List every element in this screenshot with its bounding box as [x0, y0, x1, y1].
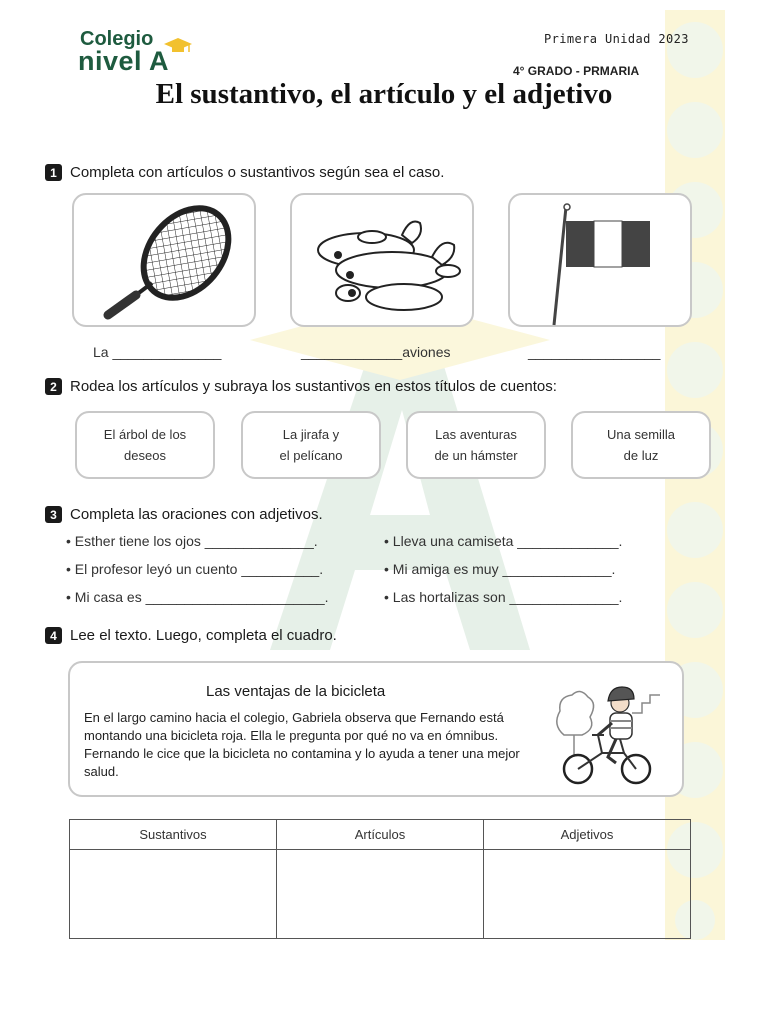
answer-table — [69, 819, 691, 939]
section-instruction: Completa las oraciones con adjetivos. — [70, 506, 323, 523]
sentence-item[interactable]: • Mi casa es _______________________. — [66, 589, 329, 605]
page-title: El sustantivo, el artículo y el adjetivo — [155, 78, 613, 110]
flag-icon — [510, 195, 694, 329]
section-4-header — [45, 627, 337, 644]
picture-box-flag — [508, 193, 692, 327]
picture-box-racket — [72, 193, 256, 327]
fill-line-racket[interactable]: La ______________ — [93, 344, 222, 360]
airplanes-icon — [292, 195, 476, 329]
section-number: 4 — [45, 627, 62, 644]
story-title-box[interactable]: El árbol de los deseos — [75, 411, 215, 479]
fill-line-flag[interactable]: _________________ — [528, 344, 661, 360]
logo-line2: nivel A — [78, 46, 170, 76]
reading-title: Las ventajas de la bicicleta — [206, 683, 386, 700]
story-title-box[interactable]: La jirafa y el pelícano — [241, 411, 381, 479]
column-header-articulos: Artículos — [277, 820, 484, 850]
sentence-item[interactable]: • El profesor leyó un cuento __________. — [66, 561, 324, 577]
section-number: 2 — [45, 378, 62, 395]
picture-box-airplanes — [290, 193, 474, 327]
story-title-box[interactable]: Una semilla de luz — [571, 411, 711, 479]
answer-cell-adjetivos[interactable] — [484, 850, 691, 939]
section-instruction: Completa con artículos o sustantivos según sea el caso. — [70, 164, 445, 181]
unit-label: Primera Unidad 2023 — [544, 32, 689, 46]
racket-icon — [74, 195, 258, 329]
fill-line-airplanes[interactable]: _____________aviones — [301, 344, 451, 360]
sentence-item[interactable]: • Esther tiene los ojos ______________. — [66, 533, 318, 549]
graduation-cap-icon — [164, 38, 192, 54]
sentence-item[interactable]: • Lleva una camiseta _____________. — [384, 533, 623, 549]
logo-line1: Colegio — [80, 28, 154, 50]
school-logo — [78, 28, 198, 78]
table-header-row — [70, 820, 691, 850]
section-number: 3 — [45, 506, 62, 523]
story-title-box[interactable]: Las aventuras de un hámster — [406, 411, 546, 479]
sentence-item[interactable]: • Mi amiga es muy ______________. — [384, 561, 616, 577]
answer-cell-articulos[interactable] — [277, 850, 484, 939]
reading-text: En el largo camino hacia el colegio, Gabriela observa que Fernando está montando una bicicleta roja. Ella le pregunta por qué no va en ómnibus. Fernando le cice que la bicicleta no contamina y lo ayuda a tener una mejor salud. — [84, 710, 520, 779]
cyclist-illustration-icon — [550, 673, 662, 789]
column-header-sustantivos: Sustantivos — [70, 820, 277, 850]
section-instruction: Lee el texto. Luego, completa el cuadro. — [70, 627, 337, 644]
section-2-header — [45, 378, 557, 395]
answer-cell-sustantivos[interactable] — [70, 850, 277, 939]
column-header-adjetivos: Adjetivos — [484, 820, 691, 850]
grade-label: 4° GRADO - PRMARIA — [513, 64, 640, 78]
section-instruction: Rodea los artículos y subraya los sustantivos en estos títulos de cuentos: — [70, 378, 557, 395]
sentence-item[interactable]: • Las hortalizas son ______________. — [384, 589, 623, 605]
section-1-header — [45, 164, 444, 181]
table-row — [70, 850, 691, 939]
section-3-header — [45, 506, 323, 523]
section-number: 1 — [45, 164, 62, 181]
reading-box — [68, 661, 684, 797]
